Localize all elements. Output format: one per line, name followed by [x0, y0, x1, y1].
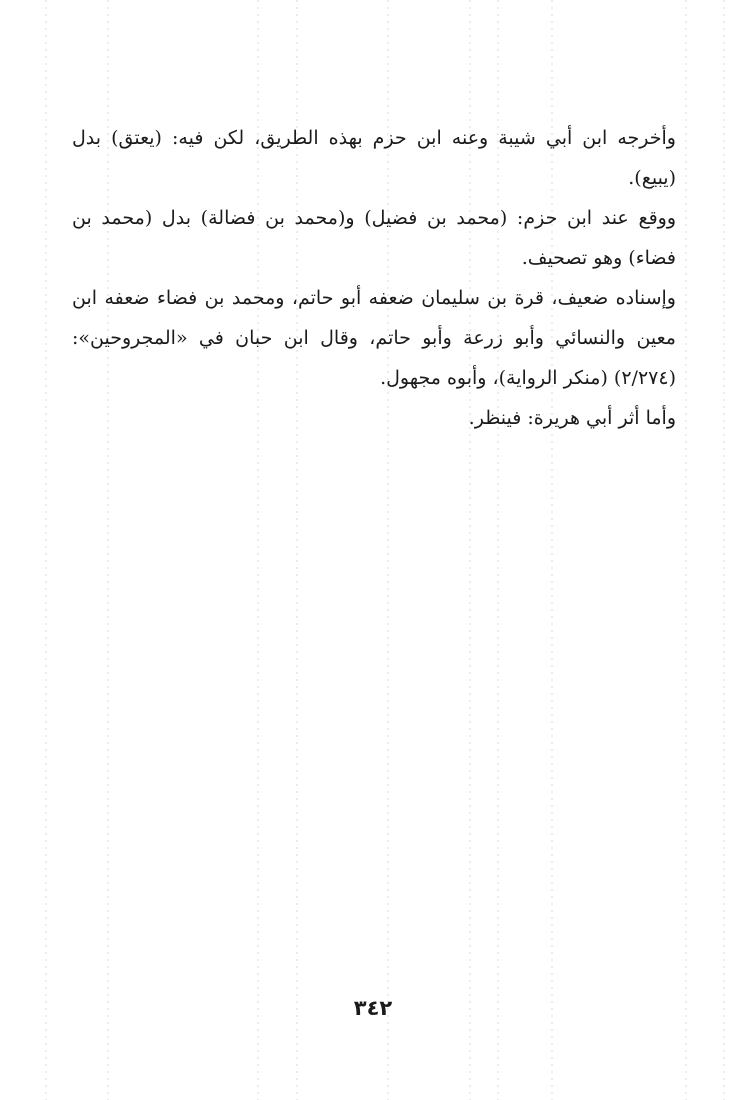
paragraph-2: ووقع عند ابن حزم: (محمد بن فضيل) و(محمد بن فضالة) بدل (محمد بن فضاء) وهو تصحيف.: [72, 207, 676, 269]
body-text: [72, 118, 676, 438]
paragraph-1: وأخرجه ابن أبي شيبة وعنه ابن حزم بهذه الطريق، لكن فيه: (يعتق) بدل (يبيع).: [72, 127, 676, 189]
page-number: ٣٤٢: [353, 996, 393, 1020]
paragraph-3: وإسناده ضعيف، قرة بن سليمان ضعفه أبو حاتم، ومحمد بن فضاء ضعفه ابن معين والنسائي وأبو زرعة وأبو حاتم، وقال ابن حبان في «المجروحين»: (٢/٢٧٤) (منكر الرواية)، وأبوه مجهول.: [72, 287, 676, 389]
paragraph-4: وأما أثر أبي هريرة: فينظر.: [468, 407, 676, 429]
